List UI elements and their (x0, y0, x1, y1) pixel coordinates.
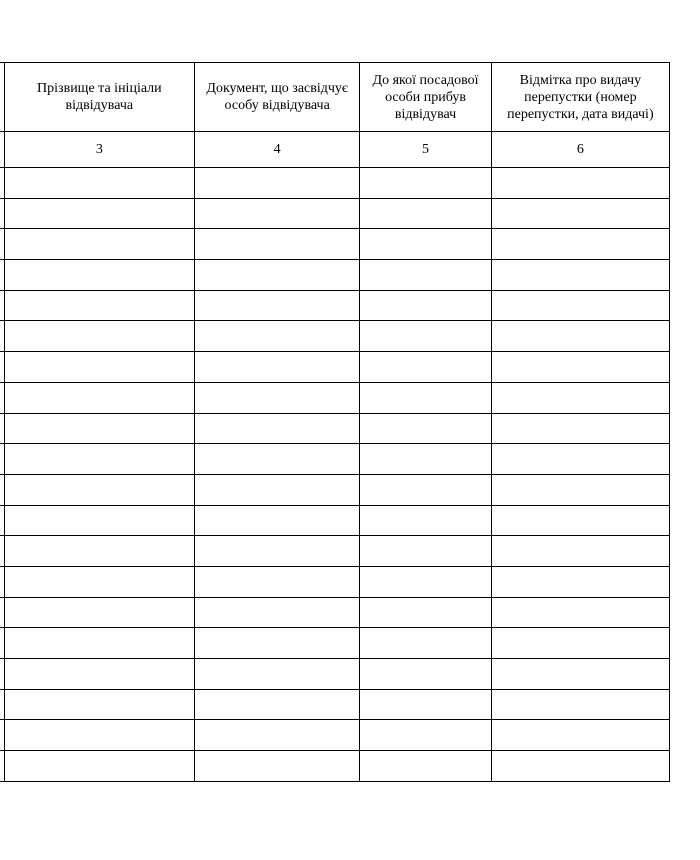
header-row (0, 63, 670, 132)
table-cell (195, 413, 360, 444)
table-cell (491, 352, 669, 383)
table-row (0, 505, 670, 536)
table-cell (4, 597, 194, 628)
table-cell (491, 628, 669, 659)
header-pass-issuance: Відмітка про видачу перепустки (номер перепустки, дата видачі) (491, 63, 669, 132)
header-identity-document: Документ, що засвідчує особу відвідувача (195, 63, 360, 132)
table-cell (195, 505, 360, 536)
table-row (0, 628, 670, 659)
column-number-4: 4 (195, 132, 360, 168)
table-cell (4, 413, 194, 444)
table-row (0, 566, 670, 597)
table-cell (195, 474, 360, 505)
table-cell (4, 260, 194, 291)
table-cell (491, 474, 669, 505)
table-cell (491, 260, 669, 291)
table-cell (4, 321, 194, 352)
table-cell (4, 659, 194, 690)
table-cell (360, 720, 491, 751)
table-cell (360, 505, 491, 536)
column-number-6: 6 (491, 132, 669, 168)
table-cell (491, 168, 669, 199)
table-cell (360, 352, 491, 383)
table-cell (360, 597, 491, 628)
table-cell (360, 659, 491, 690)
table-row (0, 720, 670, 751)
column-number-row (0, 132, 670, 168)
table-row (0, 659, 670, 690)
table-cell (195, 444, 360, 475)
table-row (0, 321, 670, 352)
table-cell (4, 382, 194, 413)
table-cell (360, 413, 491, 444)
table-row (0, 229, 670, 260)
table-row (0, 689, 670, 720)
table-cell (360, 321, 491, 352)
table-cell (360, 168, 491, 199)
table-cell (195, 597, 360, 628)
table-row (0, 260, 670, 291)
table-cell (491, 413, 669, 444)
table-cell (491, 689, 669, 720)
table-row (0, 536, 670, 567)
table-cell (195, 720, 360, 751)
table-row (0, 444, 670, 475)
table-cell (4, 505, 194, 536)
table-row (0, 597, 670, 628)
table-cell (4, 168, 194, 199)
table-cell (195, 751, 360, 782)
table-cell (4, 444, 194, 475)
table-cell (360, 536, 491, 567)
table-cell (491, 659, 669, 690)
table-cell (491, 566, 669, 597)
table-cell (491, 536, 669, 567)
table-cell (491, 382, 669, 413)
table-cell (4, 229, 194, 260)
table-row (0, 290, 670, 321)
table-cell (4, 566, 194, 597)
table-cell (360, 290, 491, 321)
table-cell (360, 689, 491, 720)
table-cell (4, 720, 194, 751)
table-row (0, 474, 670, 505)
table-cell (360, 229, 491, 260)
table-cell (195, 290, 360, 321)
table-cell (360, 444, 491, 475)
table-cell (491, 198, 669, 229)
table-cell (491, 751, 669, 782)
table-cell (491, 321, 669, 352)
table-cell (195, 628, 360, 659)
table-cell (491, 444, 669, 475)
table-row (0, 198, 670, 229)
table-cell (195, 198, 360, 229)
table-cell (4, 689, 194, 720)
table-cell (195, 659, 360, 690)
table-cell (195, 536, 360, 567)
table-row (0, 382, 670, 413)
table-cell (360, 260, 491, 291)
table-cell (195, 321, 360, 352)
table-cell (4, 474, 194, 505)
table-cell (360, 474, 491, 505)
table-cell (491, 505, 669, 536)
table-row (0, 751, 670, 782)
table-cell (4, 352, 194, 383)
table-cell (491, 229, 669, 260)
table-cell (195, 352, 360, 383)
table-cell (491, 290, 669, 321)
table-cell (195, 168, 360, 199)
table-cell (195, 260, 360, 291)
table-cell (360, 566, 491, 597)
table-row (0, 168, 670, 199)
table-cell (491, 720, 669, 751)
table-cell (360, 198, 491, 229)
table-cell (4, 751, 194, 782)
table-cell (4, 198, 194, 229)
column-number-5: 5 (360, 132, 491, 168)
table-cell (195, 382, 360, 413)
table-cell (360, 382, 491, 413)
header-visitor-name: Прізвище та ініціали відвідувача (4, 63, 194, 132)
table-cell (491, 597, 669, 628)
table-cell (195, 689, 360, 720)
visitor-register-table (0, 62, 670, 782)
column-number-3: 3 (4, 132, 194, 168)
table-cell (4, 536, 194, 567)
table-cell (195, 229, 360, 260)
table-cell (4, 290, 194, 321)
table-row (0, 413, 670, 444)
table-row (0, 352, 670, 383)
table-cell (360, 628, 491, 659)
table-cell (360, 751, 491, 782)
header-official-visited: До якої посадової особи прибув відвідувач (360, 63, 491, 132)
table-cell (195, 566, 360, 597)
table-cell (4, 628, 194, 659)
